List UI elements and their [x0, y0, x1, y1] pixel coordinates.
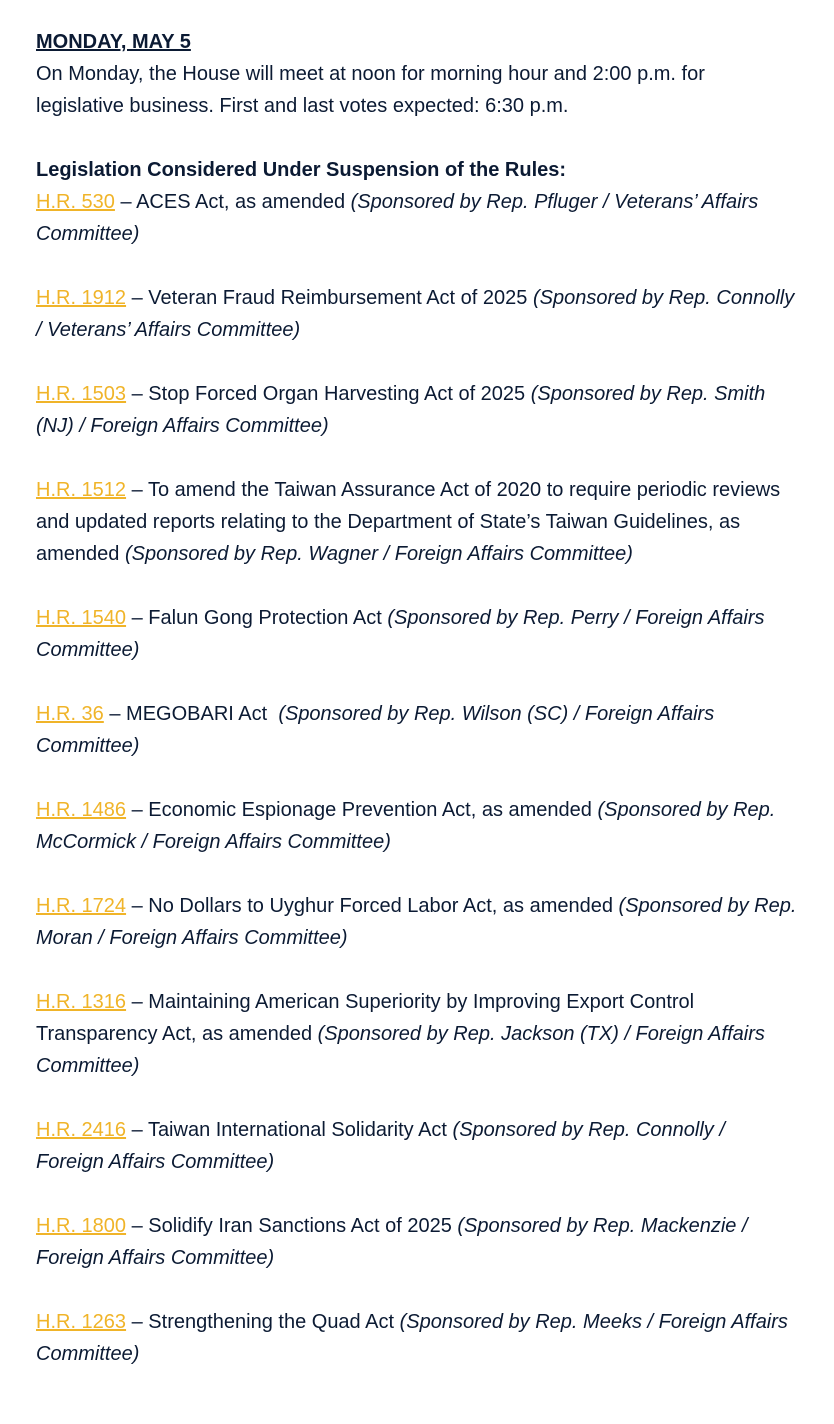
bill-sponsor: (Sponsored by Rep. Pfluger / Veterans’ Affairs Committee) [36, 191, 759, 245]
bill-link[interactable]: H.R. 1724 [36, 895, 127, 917]
bill-sponsor: (Sponsored by Rep. McCormick / Foreign Affairs Committee) [36, 799, 776, 853]
bill-item [36, 698, 798, 762]
bill-link[interactable]: H.R. 1263 [36, 1311, 127, 1333]
bill-title: – Taiwan International Solidarity Act [126, 1119, 453, 1141]
bill-link[interactable]: H.R. 530 [36, 191, 115, 213]
bill-sponsor: (Sponsored by Rep. Smith (NJ) / Foreign Affairs Committee) [36, 383, 766, 437]
bill-item [36, 378, 798, 442]
bill-link[interactable]: H.R. 2416 [36, 1119, 127, 1141]
bill-link[interactable]: H.R. 1503 [36, 383, 127, 405]
bill-sponsor: (Sponsored by Rep. Mackenzie / Foreign Affairs Committee) [36, 1215, 748, 1269]
bill-title: – Economic Espionage Prevention Act, as amended [126, 799, 598, 821]
bill-title: – Veteran Fraud Reimbursement Act of 2025 [126, 287, 533, 309]
bill-item [36, 1114, 798, 1178]
bill-item [36, 1306, 798, 1370]
bill-title: – MEGOBARI Act [103, 703, 279, 725]
day-intro: On Monday, the House will meet at noon for morning hour and 2:00 p.m. for legislative business. First and last votes expected: 6:30 p.m. [36, 63, 705, 117]
bill-link[interactable]: H.R. 1316 [36, 991, 127, 1013]
bill-title: – Stop Forced Organ Harvesting Act of 2025 [126, 383, 531, 405]
bill-item [36, 794, 798, 858]
bill-title: – No Dollars to Uyghur Forced Labor Act, as amended [126, 895, 619, 917]
bill-title: – ACES Act, as amended [114, 191, 351, 213]
bill-link[interactable]: H.R. 1540 [36, 607, 127, 629]
bill-item [36, 282, 798, 346]
bill-sponsor: (Sponsored by Rep. Wilson (SC) / Foreign Affairs Committee) [36, 703, 715, 757]
bill-item [36, 1210, 798, 1274]
bill-item [36, 890, 798, 954]
bill-sponsor: (Sponsored by Rep. Moran / Foreign Affairs Committee) [36, 895, 797, 949]
bill-title: – Solidify Iran Sanctions Act of 2025 [126, 1215, 458, 1237]
bill-link[interactable]: H.R. 36 [36, 703, 104, 725]
day-heading: MONDAY, MAY 5 [36, 31, 191, 53]
bill-item [36, 986, 798, 1082]
bill-title: – Falun Gong Protection Act [126, 607, 388, 629]
bill-sponsor: (Sponsored by Rep. Connolly / Veterans’ Affairs Committee) [36, 287, 795, 341]
bill-sponsor: (Sponsored by Rep. Meeks / Foreign Affairs Committee) [36, 1311, 788, 1365]
bill-title: – Strengthening the Quad Act [126, 1311, 400, 1333]
bill-sponsor: (Sponsored by Rep. Jackson (TX) / Foreign Affairs Committee) [36, 1023, 765, 1077]
bill-item [36, 474, 798, 570]
bill-title: – Maintaining American Superiority by Improving Export Control Transparency Act, as amended [36, 991, 695, 1045]
bill-list [36, 186, 798, 1370]
bill-link[interactable]: H.R. 1486 [36, 799, 127, 821]
bill-item [36, 602, 798, 666]
bill-title: – To amend the Taiwan Assurance Act of 2020 to require periodic reviews and updated reports relating to the Department of State’s Taiwan Guidelines, as amended [36, 479, 781, 565]
section-heading: Legislation Considered Under Suspension of the Rules: [36, 159, 567, 181]
bill-link[interactable]: H.R. 1800 [36, 1215, 127, 1237]
bill-link[interactable]: H.R. 1512 [36, 479, 127, 501]
bill-item [36, 186, 798, 250]
bill-sponsor: (Sponsored by Rep. Wagner / Foreign Affairs Committee) [124, 543, 633, 565]
bill-link[interactable]: H.R. 1912 [36, 287, 127, 309]
bill-sponsor: (Sponsored by Rep. Connolly / Foreign Affairs Committee) [36, 1119, 725, 1173]
bill-sponsor: (Sponsored by Rep. Perry / Foreign Affairs Committee) [36, 607, 765, 661]
